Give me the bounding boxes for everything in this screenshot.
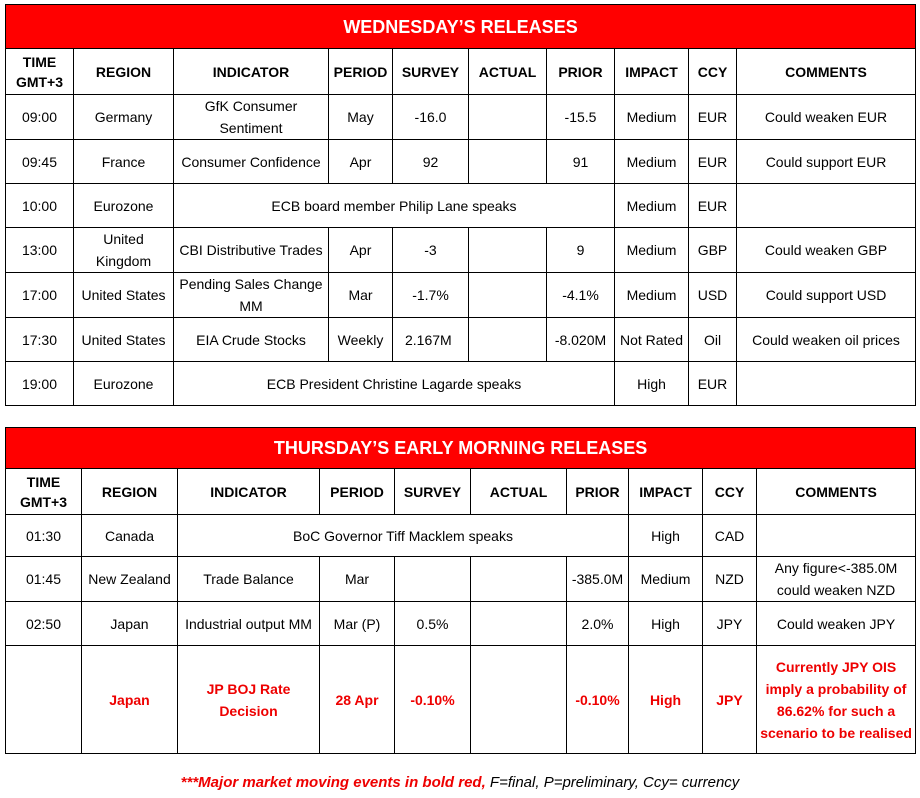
col-comments: COMMENTS — [757, 469, 916, 515]
wednesday-header-row — [6, 49, 916, 95]
region-cell: Eurozone — [74, 362, 174, 406]
impact-cell: Medium — [615, 140, 689, 184]
survey-cell: 2.167M — [393, 318, 469, 362]
ccy-cell: EUR — [689, 140, 737, 184]
table-row — [6, 318, 916, 362]
col-impact: IMPACT — [629, 469, 703, 515]
period-cell: Weekly — [329, 318, 393, 362]
event-cell: ECB President Christine Lagarde speaks — [174, 362, 615, 406]
time-cell: 19:00 — [6, 362, 74, 406]
prior-cell: -4.1% — [547, 273, 615, 318]
period-cell: Apr — [329, 140, 393, 184]
prior-cell: 2.0% — [567, 602, 629, 646]
indicator-cell: Industrial output MM — [178, 602, 320, 646]
survey-cell — [395, 557, 471, 602]
col-indicator: INDICATOR — [174, 49, 329, 95]
actual-cell — [471, 557, 567, 602]
col-survey: SURVEY — [395, 469, 471, 515]
indicator-cell: JP BOJ Rate Decision — [178, 646, 320, 754]
table-row — [6, 140, 916, 184]
survey-cell: -3 — [393, 228, 469, 273]
period-cell: Mar — [320, 557, 395, 602]
actual-cell — [469, 273, 547, 318]
time-cell: 17:00 — [6, 273, 74, 318]
thursday-header-row — [6, 469, 916, 515]
comments-cell: Could support EUR — [737, 140, 916, 184]
impact-cell: High — [629, 646, 703, 754]
indicator-cell: EIA Crude Stocks — [174, 318, 329, 362]
actual-cell — [471, 602, 567, 646]
table-row — [6, 95, 916, 140]
period-cell: 28 Apr — [320, 646, 395, 754]
comments-cell: Could support USD — [737, 273, 916, 318]
ccy-cell: EUR — [689, 95, 737, 140]
event-cell: BoC Governor Tiff Macklem speaks — [178, 515, 629, 557]
col-actual: ACTUAL — [469, 49, 547, 95]
impact-cell: Medium — [629, 557, 703, 602]
prior-cell: 91 — [547, 140, 615, 184]
comments-cell: Any figure<-385.0M could weaken NZD — [757, 557, 916, 602]
table-row — [6, 557, 916, 602]
region-cell: United States — [74, 318, 174, 362]
survey-cell: 0.5% — [395, 602, 471, 646]
col-time: TIME GMT+3 — [6, 469, 82, 515]
impact-cell: Medium — [615, 228, 689, 273]
impact-cell: Not Rated — [615, 318, 689, 362]
table-row-major — [6, 646, 916, 754]
comments-cell: Could weaken GBP — [737, 228, 916, 273]
col-time: TIME GMT+3 — [6, 49, 74, 95]
table-row — [6, 184, 916, 228]
prior-cell: -0.10% — [567, 646, 629, 754]
period-cell: Mar — [329, 273, 393, 318]
comments-cell: Could weaken EUR — [737, 95, 916, 140]
time-cell: 10:00 — [6, 184, 74, 228]
ccy-cell: CAD — [703, 515, 757, 557]
region-cell: United States — [74, 273, 174, 318]
survey-cell: -16.0 — [393, 95, 469, 140]
region-cell: United Kingdom — [74, 228, 174, 273]
region-cell: Canada — [82, 515, 178, 557]
footnote-major: ***Major market moving events in bold red, — [180, 774, 486, 791]
survey-cell: -1.7% — [393, 273, 469, 318]
time-cell — [6, 646, 82, 754]
impact-cell: Medium — [615, 273, 689, 318]
actual-cell — [469, 228, 547, 273]
comments-cell: Currently JPY OIS imply a probability of 86.62% for such a scenario to be realised — [757, 646, 916, 754]
indicator-cell: Consumer Confidence — [174, 140, 329, 184]
col-region: REGION — [74, 49, 174, 95]
col-comments: COMMENTS — [737, 49, 916, 95]
ccy-cell: USD — [689, 273, 737, 318]
table-row — [6, 362, 916, 406]
impact-cell: Medium — [615, 184, 689, 228]
indicator-cell: GfK Consumer Sentiment — [174, 95, 329, 140]
ccy-cell: NZD — [703, 557, 757, 602]
prior-cell: -385.0M — [567, 557, 629, 602]
impact-cell: Medium — [615, 95, 689, 140]
actual-cell — [471, 646, 567, 754]
comments-cell — [737, 362, 916, 406]
impact-cell: High — [629, 602, 703, 646]
wednesday-title: WEDNESDAY’S RELEASES — [6, 5, 916, 49]
indicator-cell: Pending Sales Change MM — [174, 273, 329, 318]
col-period: PERIOD — [320, 469, 395, 515]
actual-cell — [469, 318, 547, 362]
footnote — [0, 774, 920, 791]
col-ccy: CCY — [703, 469, 757, 515]
ccy-cell: GBP — [689, 228, 737, 273]
col-region: REGION — [82, 469, 178, 515]
thursday-title: THURSDAY’S EARLY MORNING RELEASES — [6, 428, 916, 469]
col-actual: ACTUAL — [471, 469, 567, 515]
table-row — [6, 228, 916, 273]
footnote-legend: F=final, P=preliminary, Ccy= currency — [485, 774, 740, 791]
region-cell: Japan — [82, 646, 178, 754]
comments-cell — [757, 515, 916, 557]
time-cell: 17:30 — [6, 318, 74, 362]
prior-cell: 9 — [547, 228, 615, 273]
ccy-cell: EUR — [689, 184, 737, 228]
col-impact: IMPACT — [615, 49, 689, 95]
comments-cell: Could weaken JPY — [757, 602, 916, 646]
comments-cell: Could weaken oil prices — [737, 318, 916, 362]
region-cell: New Zealand — [82, 557, 178, 602]
col-prior: PRIOR — [547, 49, 615, 95]
region-cell: Germany — [74, 95, 174, 140]
thursday-releases-table — [5, 427, 916, 754]
indicator-cell: CBI Distributive Trades — [174, 228, 329, 273]
actual-cell — [469, 95, 547, 140]
ccy-cell: EUR — [689, 362, 737, 406]
comments-cell — [737, 184, 916, 228]
time-cell: 09:45 — [6, 140, 74, 184]
period-cell: Apr — [329, 228, 393, 273]
ccy-cell: JPY — [703, 646, 757, 754]
indicator-cell: Trade Balance — [178, 557, 320, 602]
impact-cell: High — [629, 515, 703, 557]
survey-cell: -0.10% — [395, 646, 471, 754]
col-survey: SURVEY — [393, 49, 469, 95]
col-indicator: INDICATOR — [178, 469, 320, 515]
impact-cell: High — [615, 362, 689, 406]
region-cell: Japan — [82, 602, 178, 646]
time-cell: 01:45 — [6, 557, 82, 602]
table-row — [6, 602, 916, 646]
col-ccy: CCY — [689, 49, 737, 95]
time-cell: 01:30 — [6, 515, 82, 557]
col-prior: PRIOR — [567, 469, 629, 515]
wednesday-releases-table — [5, 4, 916, 406]
survey-cell: 92 — [393, 140, 469, 184]
table-row — [6, 273, 916, 318]
ccy-cell: Oil — [689, 318, 737, 362]
time-cell: 13:00 — [6, 228, 74, 273]
region-cell: Eurozone — [74, 184, 174, 228]
time-cell: 02:50 — [6, 602, 82, 646]
actual-cell — [469, 140, 547, 184]
prior-cell: -15.5 — [547, 95, 615, 140]
prior-cell: -8.020M — [547, 318, 615, 362]
region-cell: France — [74, 140, 174, 184]
period-cell: May — [329, 95, 393, 140]
col-period: PERIOD — [329, 49, 393, 95]
ccy-cell: JPY — [703, 602, 757, 646]
period-cell: Mar (P) — [320, 602, 395, 646]
event-cell: ECB board member Philip Lane speaks — [174, 184, 615, 228]
time-cell: 09:00 — [6, 95, 74, 140]
table-row — [6, 515, 916, 557]
